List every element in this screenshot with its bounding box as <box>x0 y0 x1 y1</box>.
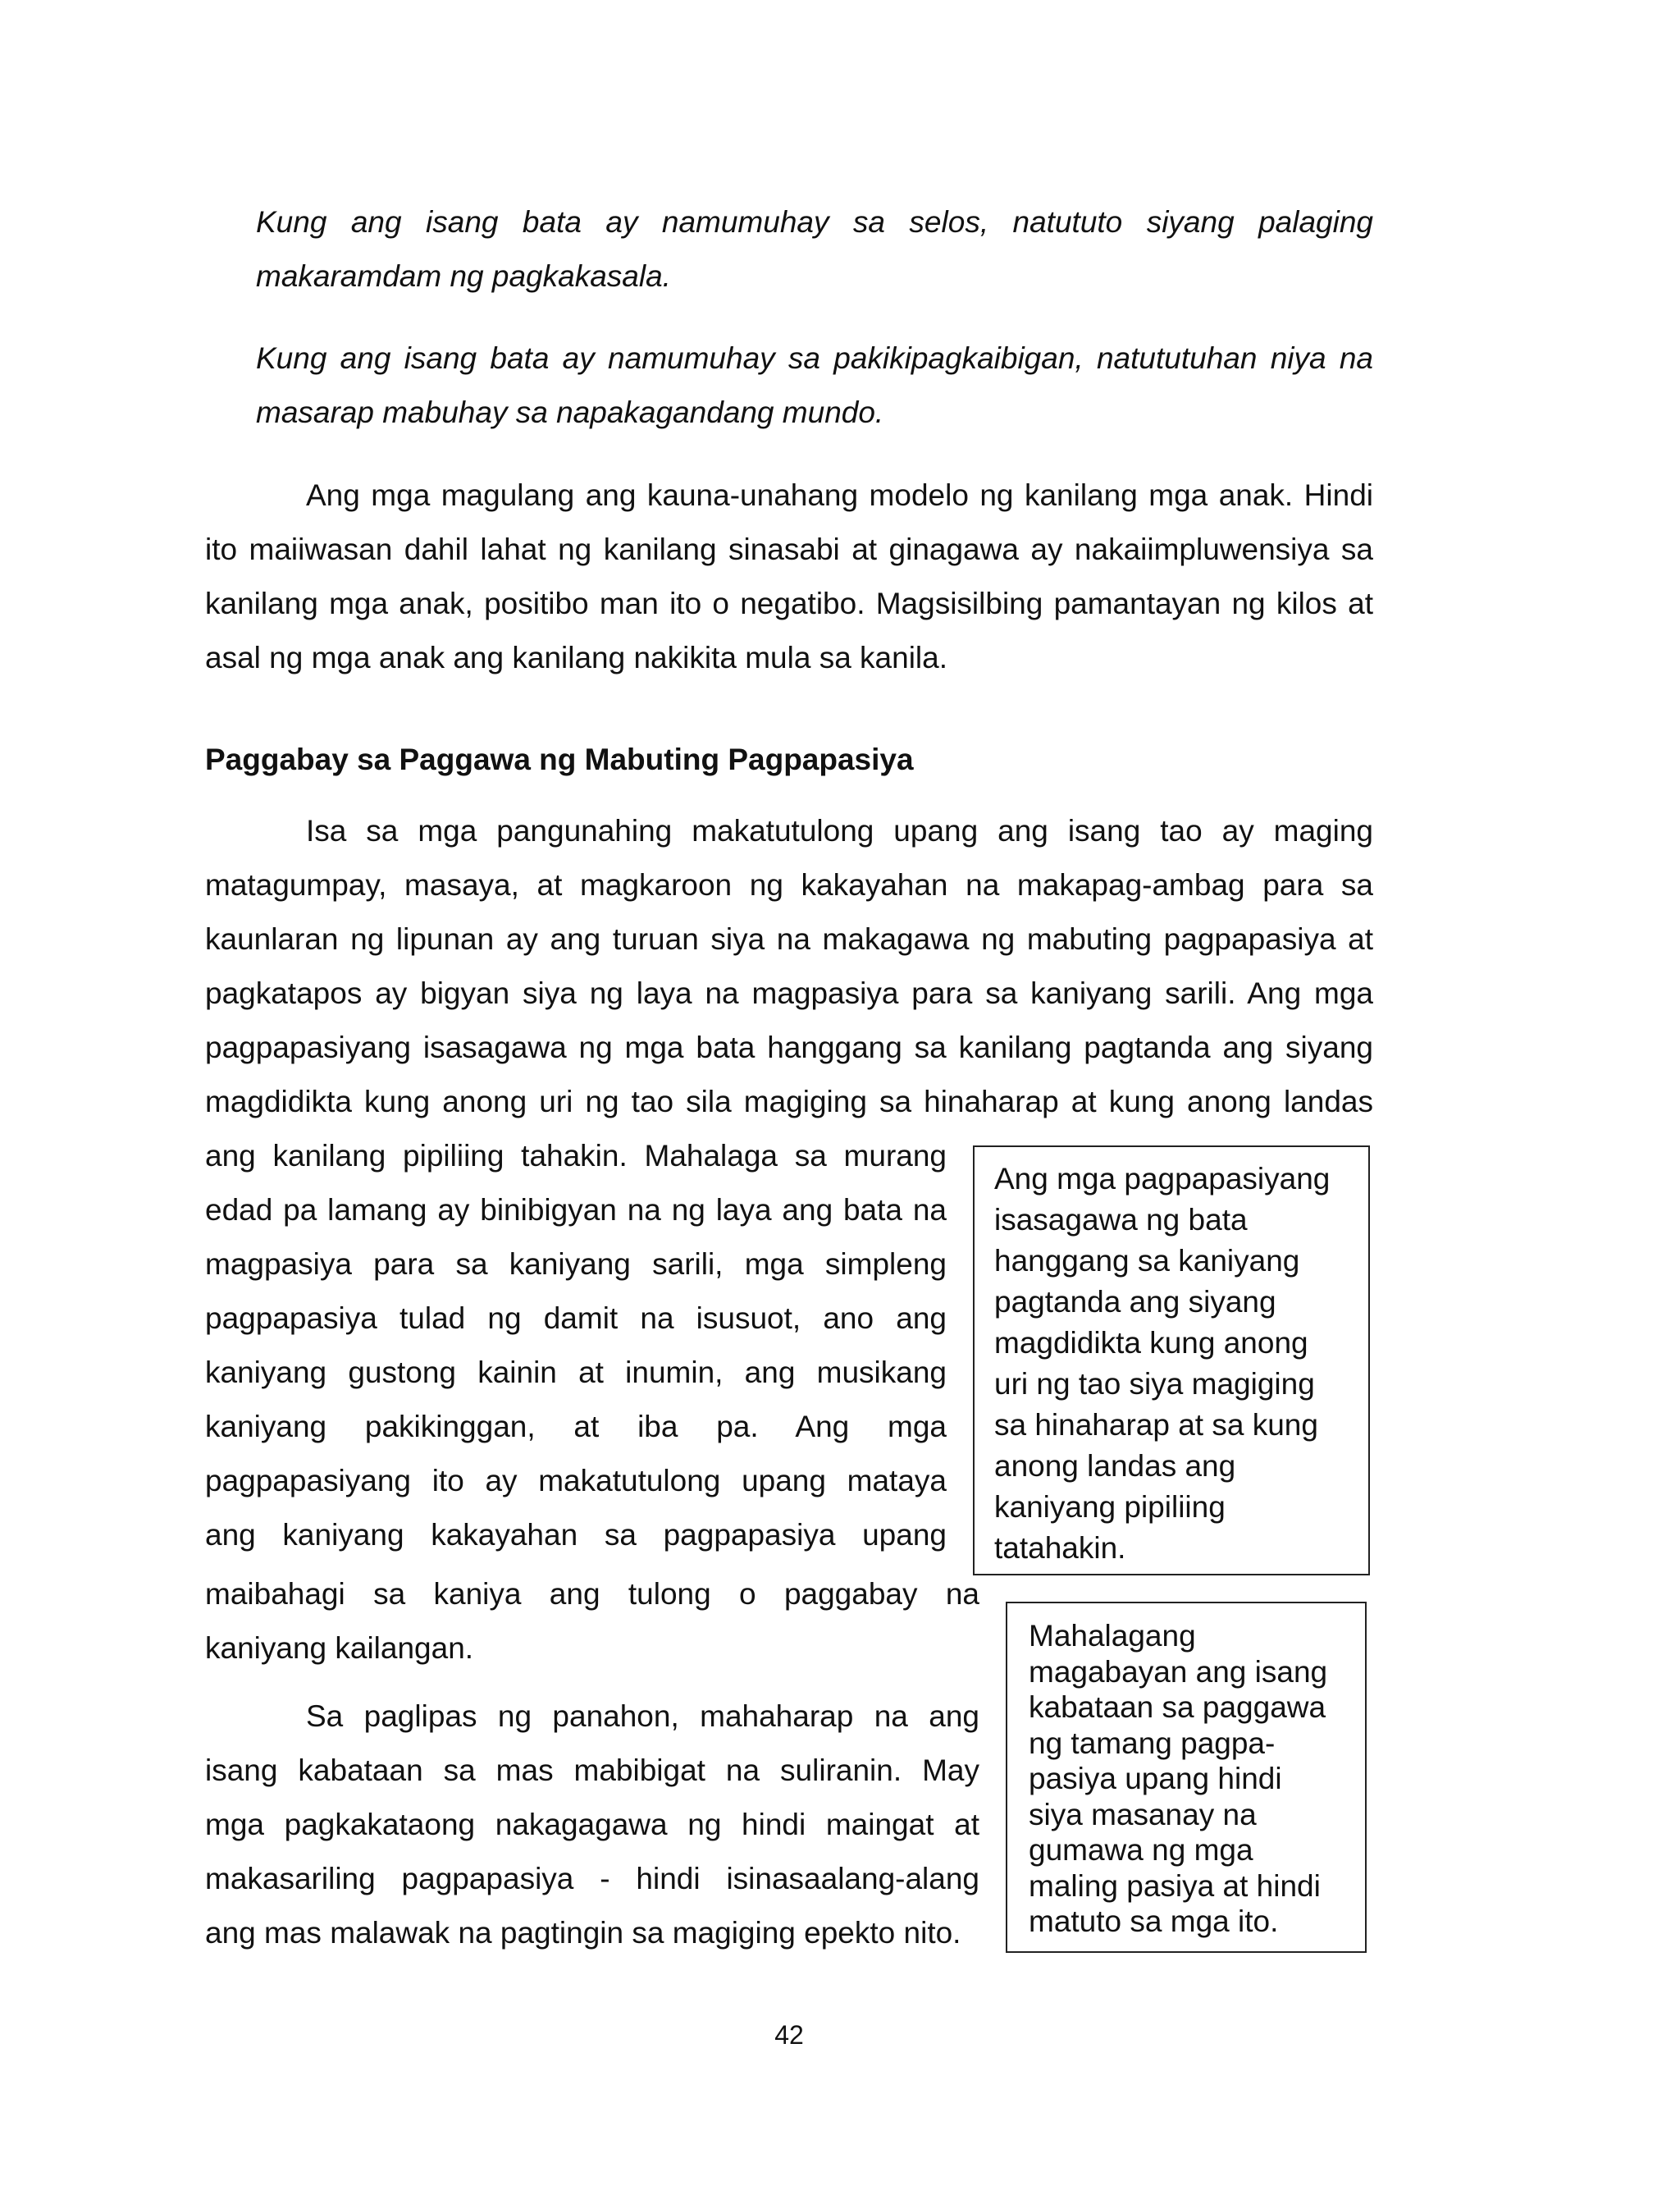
poem-stanza-2 <box>256 331 1373 440</box>
paragraph-line: asal ng mga anak ang kanilang nakikita mula sa kanila. <box>205 641 948 674</box>
paragraph-line: kaniyang kailangan. <box>205 1631 474 1665</box>
paragraph-decision-making-narrow <box>205 1129 947 1562</box>
callout-line: kaniyang pipiliing <box>994 1490 1226 1524</box>
page-number: 42 <box>774 2020 804 2050</box>
paragraph-line: maibahagi sa kaniya ang tulong o paggabay na <box>205 1577 979 1611</box>
paragraph-decision-making <box>205 804 1373 1129</box>
callout-line: pagtanda ang siyang <box>994 1285 1276 1319</box>
paragraph-line: kaniyang gustong kainin at inumin, ang musikang <box>205 1356 947 1389</box>
paragraph-line: Isa sa mga pangunahing makatutulong upang ang isang tao ay maging <box>306 814 1373 848</box>
paragraph-line: makasariling pagpapasiya - hindi isinasaalang-alang <box>205 1862 979 1895</box>
callout-line: anong landas ang <box>994 1449 1236 1483</box>
paragraph-line: magpasiya para sa kaniyang sarili, mga simpleng <box>205 1247 947 1281</box>
callout-box-guidance <box>1006 1602 1367 1953</box>
paragraph-line: pagkatapos ay bigyan siya ng laya na magpasiya para sa kaniyang sarili. Ang mga <box>205 976 1373 1010</box>
paragraph-line: isang kabataan sa mas mabibigat na suliranin. May <box>205 1753 979 1787</box>
paragraph-line: ang kaniyang kakayahan sa pagpapasiya upang <box>205 1518 947 1552</box>
paragraph-passage-of-time <box>205 1689 979 1960</box>
callout-line: gumawa ng mga <box>1029 1833 1253 1867</box>
callout-line: uri ng tao siya magiging <box>994 1367 1315 1401</box>
paragraph-line: kaniyang pakikinggan, at iba pa. Ang mga <box>205 1410 947 1443</box>
callout-line: tatahakin. <box>994 1531 1126 1565</box>
paragraph-line: matagumpay, masaya, at magkaroon ng kakayahan na makapag-ambag para sa <box>205 868 1373 902</box>
paragraph-line: kanilang mga anak, positibo man ito o negatibo. Magsisilbing pamantayan ng kilos at <box>205 587 1373 620</box>
paragraph-line: Sa paglipas ng panahon, mahaharap na ang <box>306 1699 979 1733</box>
poem-line: masarap mabuhay sa napakagandang mundo. <box>256 395 884 429</box>
callout-line: maling pasiya at hindi <box>1029 1868 1321 1903</box>
poem-line: Kung ang isang bata ay namumuhay sa selos, natututo siyang palaging <box>256 205 1373 239</box>
paragraph-line: pagpapasiya tulad ng damit na isusuot, ano ang <box>205 1301 947 1335</box>
paragraph-line: mga pagkakataong nakagagawa ng hindi maingat at <box>205 1808 979 1841</box>
callout-box-decisions <box>973 1145 1370 1575</box>
paragraph-line: magdidikta kung anong uri ng tao sila magiging sa hinaharap at kung anong landas <box>205 1085 1373 1118</box>
paragraph-line: Ang mga magulang ang kauna-unahang modelo ng kanilang mga anak. Hindi <box>306 478 1373 512</box>
callout-line: magabayan ang isang <box>1029 1654 1328 1689</box>
paragraph-line: ang mas malawak na pagtingin sa magiging epekto nito. <box>205 1916 961 1950</box>
paragraph-line: pagpapasiyang isasagawa ng mga bata hanggang sa kanilang pagtanda ang siyang <box>205 1031 1373 1064</box>
paragraph-line: edad pa lamang ay binibigyan na ng laya ang bata na <box>205 1193 947 1227</box>
poem-stanza-1 <box>256 195 1373 304</box>
paragraph-line: ang kanilang pipiliing tahakin. Mahalaga sa murang <box>205 1139 947 1173</box>
callout-line: kabataan sa paggawa <box>1029 1690 1326 1724</box>
callout-line: hanggang sa kaniyang <box>994 1244 1300 1278</box>
paragraph-line: pagpapasiyang ito ay makatutulong upang mataya <box>205 1464 947 1497</box>
callout-line: magdidikta kung anong <box>994 1326 1308 1360</box>
callout-line: sa hinaharap at sa kung <box>994 1408 1318 1442</box>
callout-line: siya masanay na <box>1029 1797 1257 1831</box>
callout-line: pasiya upang hindi <box>1029 1762 1282 1795</box>
paragraph-decision-making-tail <box>205 1567 979 1676</box>
poem-line: makaramdam ng pagkakasala. <box>256 259 671 293</box>
poem-line: Kung ang isang bata ay namumuhay sa pakikipagkaibigan, natututuhan niya na <box>256 341 1373 375</box>
callout-line: Ang mga pagpapasiyang <box>994 1162 1331 1196</box>
callout-line: isasagawa ng bata <box>994 1203 1248 1237</box>
paragraph-parent-models <box>205 469 1373 685</box>
callout-line: matuto sa mga ito. <box>1029 1904 1279 1938</box>
paragraph-line: ito maiiwasan dahil lahat ng kanilang sinasabi at ginagawa ay nakaiimpluwensiya sa <box>205 533 1373 566</box>
callout-line: Mahalagang <box>1029 1619 1196 1653</box>
section-heading: Paggabay sa Paggawa ng Mabuting Pagpapasiya <box>205 743 914 776</box>
paragraph-line: kaunlaran ng lipunan ay ang turuan siya na makagawa ng mabuting pagpapasiya at <box>205 922 1373 956</box>
callout-line: ng tamang pagpa- <box>1029 1726 1276 1760</box>
